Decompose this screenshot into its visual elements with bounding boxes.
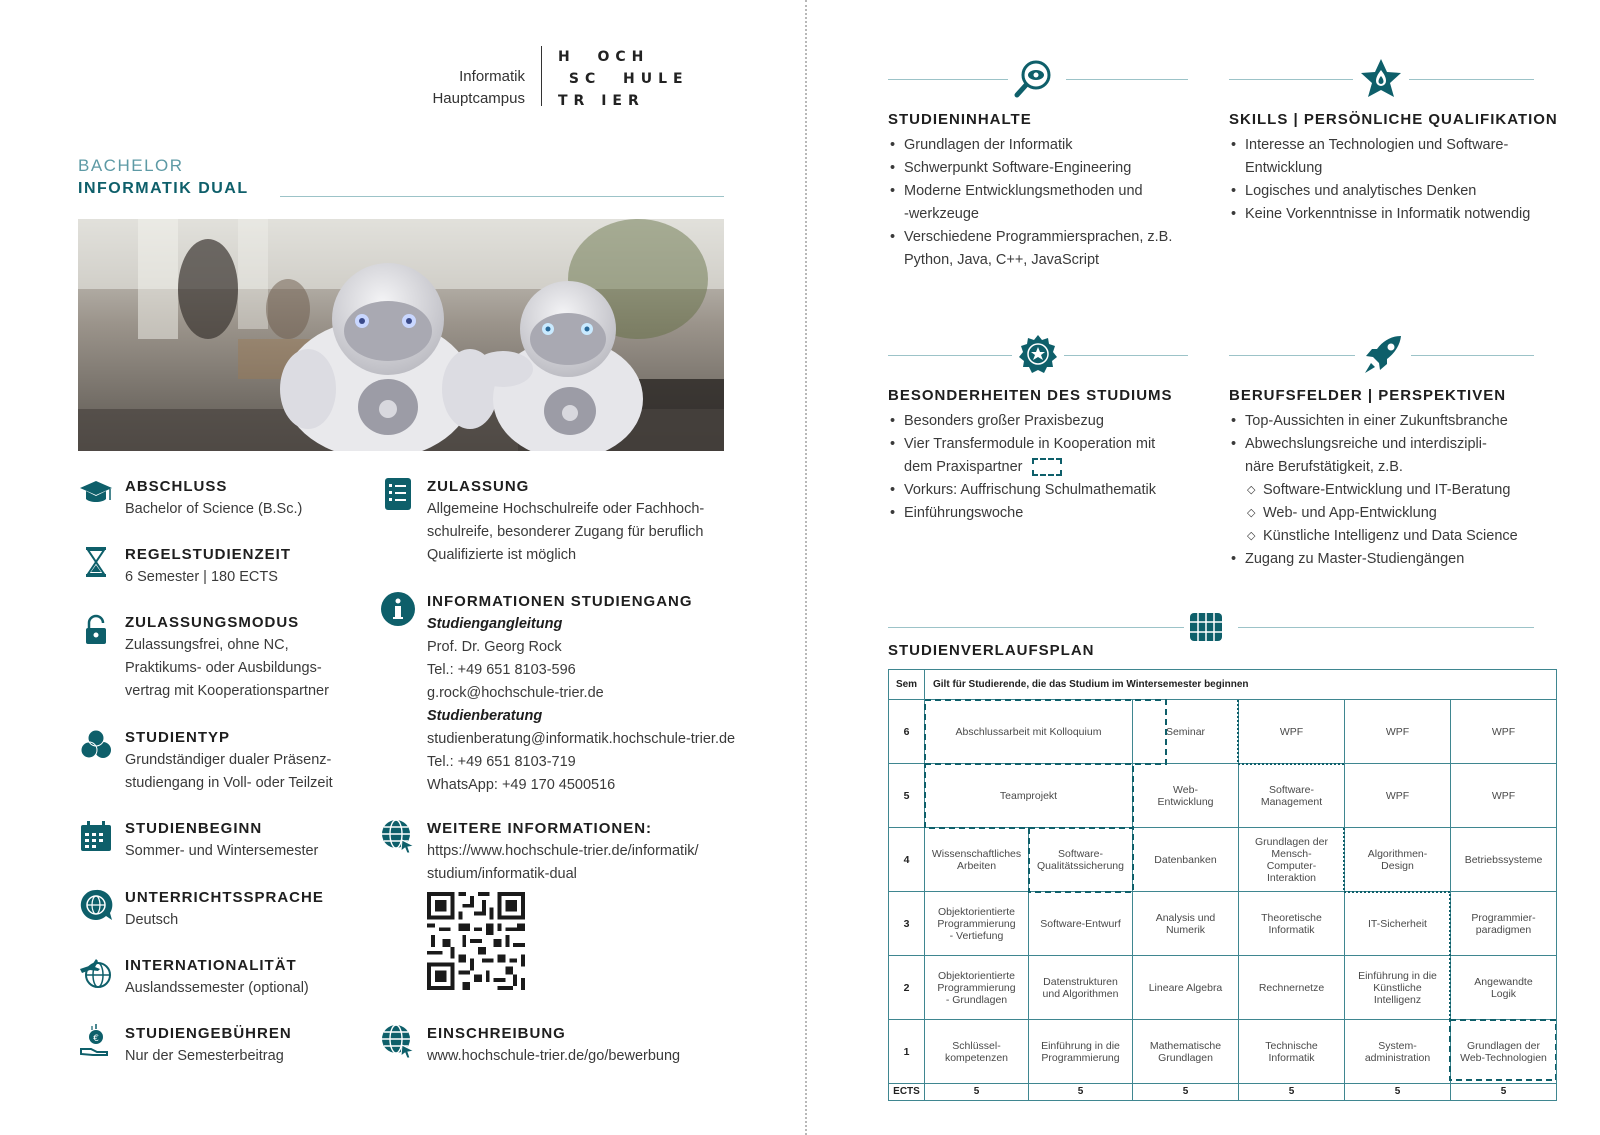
- web-globe-icon: [380, 818, 416, 854]
- section-list: [1229, 134, 1530, 226]
- plan-module-cell: Objektorientierte Programmierung - Vertiefung: [925, 892, 1029, 956]
- plan-module-cell: WPF: [1451, 764, 1557, 828]
- department-label: Informatik: [459, 68, 525, 85]
- lead-label: Studiengangleitung: [427, 616, 563, 632]
- plan-module-cell: WPF: [1239, 700, 1345, 764]
- plane-globe-icon: [78, 955, 114, 991]
- fact-line: Grundständiger dualer Präsenz-: [125, 752, 332, 768]
- plan-module-cell: Angewandte Logik: [1451, 956, 1557, 1020]
- plan-module-cell: Grundlagen der Mensch- Computer- Interaktion: [1239, 828, 1345, 892]
- fact-title: INTERNATIONALITÄT: [125, 957, 297, 974]
- plan-module-cell: Software- Management: [1239, 764, 1345, 828]
- plan-ects-value: 5: [1133, 1084, 1239, 1101]
- plan-module-cell: Algorithmen- Design: [1345, 828, 1451, 892]
- rosette-icon: [1016, 333, 1060, 377]
- transfer-module-marker: [1032, 458, 1062, 476]
- advice-label: Studienberatung: [427, 708, 543, 724]
- plan-module-cell: Schlüssel- kompetenzen: [925, 1020, 1029, 1084]
- plan-sem-number: 1: [889, 1020, 925, 1084]
- grid-table-icon: [1189, 612, 1223, 642]
- plan-row: [889, 1020, 1557, 1084]
- plan-ects-value: 5: [1029, 1084, 1133, 1101]
- plan-module-cell: Betriebssysteme: [1451, 828, 1557, 892]
- fact-title: ZULASSUNG: [427, 478, 530, 495]
- magnifier-eye-icon: [1012, 57, 1056, 101]
- fact-line: Deutsch: [125, 912, 179, 928]
- star-badge-icon: [1359, 57, 1403, 101]
- plan-module-cell: Lineare Algebra: [1133, 956, 1239, 1020]
- list-item: • Schwerpunkt Software-Engineering: [888, 157, 1172, 180]
- plan-ects-value: 5: [925, 1084, 1029, 1101]
- enrollment-url[interactable]: www.hochschule-trier.de/go/bewerbung: [427, 1048, 681, 1064]
- section-title: BESONDERHEITEN DES STUDIUMS: [888, 387, 1173, 404]
- university-logo: H OCH SC HULE TR IER: [558, 49, 689, 109]
- plan-module-cell: Datenstrukturen und Algorithmen: [1029, 956, 1133, 1020]
- logo-separator: [541, 46, 542, 106]
- list-item: ◇ Künstliche Intelligenz und Data Science: [1229, 525, 1518, 548]
- list-item: • Vorkurs: Auffrischung Schulmathematik: [888, 479, 1156, 502]
- plan-header-row: [889, 670, 1557, 700]
- lead-name: Prof. Dr. Georg Rock: [427, 639, 562, 655]
- list-item: • Top-Aussichten in einer Zukunftsbranche: [1229, 410, 1518, 433]
- plan-row: [889, 956, 1557, 1020]
- plan-module-cell: WPF: [1451, 700, 1557, 764]
- fact-title: UNTERRICHTSSPRACHE: [125, 889, 324, 906]
- plan-module-cell: Technische Informatik: [1239, 1020, 1345, 1084]
- plan-row: [889, 700, 1557, 764]
- plan-row: [889, 764, 1557, 828]
- plan-module-cell: Teamprojekt: [925, 764, 1133, 828]
- section-title: BERUFSFELDER | PERSPEKTIVEN: [1229, 387, 1507, 404]
- list-item: ◇ Web- und App-Entwicklung: [1229, 502, 1518, 525]
- plan-module-cell: Wissenschaftliches Arbeiten: [925, 828, 1029, 892]
- study-plan-table: [888, 669, 1556, 1099]
- plan-module-cell: Rechnernetze: [1239, 956, 1345, 1020]
- plan-module-cell: Einführung in die Künstliche Intelligenz: [1345, 956, 1451, 1020]
- info-url[interactable]: studium/informatik-dual: [427, 866, 577, 882]
- globe-speech-icon: [78, 887, 114, 923]
- plan-module-cell: Objektorientierte Programmierung - Grundlagen: [925, 956, 1029, 1020]
- degree-level: BACHELOR: [78, 156, 184, 175]
- plan-ects-value: 5: [1451, 1084, 1557, 1101]
- title-rule: [280, 196, 724, 197]
- plan-module-cell: System- administration: [1345, 1020, 1451, 1084]
- list-item: • Verschiedene Programmiersprachen, z.B.: [888, 226, 1172, 249]
- plan-module-cell: Grundlagen der Web-Technologien: [1451, 1020, 1557, 1084]
- list-item: ◇ Software-Entwicklung und IT-Beratung: [1229, 479, 1518, 502]
- fact-line: Auslandssemester (optional): [125, 980, 309, 996]
- list-item: • Logisches und analytisches Denken: [1229, 180, 1530, 203]
- fact-line: Zulassungsfrei, ohne NC,: [125, 637, 289, 653]
- campus-label: Hauptcampus: [432, 90, 525, 107]
- plan-module-cell: Mathematische Grundlagen: [1133, 1020, 1239, 1084]
- section-list: [1229, 410, 1518, 571]
- plan-sem-number: 5: [889, 764, 925, 828]
- plan-module-cell: Theoretische Informatik: [1239, 892, 1345, 956]
- list-item: -werkzeuge: [904, 206, 979, 222]
- fact-title: ZULASSUNGSMODUS: [125, 614, 300, 631]
- checklist-icon: [380, 476, 416, 512]
- fact-title: EINSCHREIBUNG: [427, 1025, 566, 1042]
- plan-module-cell: WPF: [1345, 764, 1451, 828]
- plan-module-cell: Datenbanken: [1133, 828, 1239, 892]
- calendar-icon: [78, 818, 114, 854]
- list-item: • Einführungswoche: [888, 502, 1156, 525]
- logo-campus-label: [390, 66, 525, 110]
- fact-title: STUDIENBEGINN: [125, 820, 263, 837]
- plan-ects-label: ECTS: [889, 1084, 925, 1101]
- fact-line: Nur der Semesterbeitrag: [125, 1048, 284, 1064]
- advice-tel[interactable]: Tel.: +49 651 8103-719: [427, 754, 576, 770]
- fact-line: schulreife, besonderer Zugang für beruflich: [427, 524, 704, 540]
- robots-photo: [78, 219, 724, 451]
- qr-code[interactable]: [427, 892, 525, 990]
- plan-module-cell: Seminar: [1133, 700, 1239, 764]
- plan-row: [889, 828, 1557, 892]
- plan-ects-row: [889, 1084, 1557, 1101]
- plan-module-cell: IT-Sicherheit: [1345, 892, 1451, 956]
- fact-line: vertrag mit Kooperationspartner: [125, 683, 329, 699]
- section-title: STUDIENINHALTE: [888, 111, 1032, 128]
- fact-line: Sommer- und Wintersemester: [125, 843, 319, 859]
- list-item: näre Berufstätigkeit, z.B.: [1245, 459, 1403, 475]
- fact-title: INFORMATIONEN STUDIENGANG: [427, 593, 693, 610]
- plan-module-cell: Einführung in die Programmierung: [1029, 1020, 1133, 1084]
- plan-module-cell: Programmier- paradigmen: [1451, 892, 1557, 956]
- fact-line: Praktikums- oder Ausbildungs-: [125, 660, 322, 676]
- section-list: [888, 134, 1172, 272]
- fact-line: Allgemeine Hochschulreife oder Fachhoch-: [427, 501, 705, 517]
- plan-sem-number: 4: [889, 828, 925, 892]
- fact-line: Bachelor of Science (B.Sc.): [125, 501, 303, 517]
- list-item: • Grundlagen der Informatik: [888, 134, 1172, 157]
- lead-tel[interactable]: Tel.: +49 651 8103-596: [427, 662, 576, 678]
- list-item: • Besonders großer Praxisbezug: [888, 410, 1156, 433]
- list-item: Python, Java, C++, JavaScript: [904, 252, 1100, 268]
- section-title: SKILLS | PERSÖNLICHE QUALIFIKATION: [1229, 111, 1558, 128]
- plan-sem-number: 2: [889, 956, 925, 1020]
- fact-line: studiengang in Voll- oder Teilzeit: [125, 775, 333, 791]
- plan-title: STUDIENVERLAUFSPLAN: [888, 642, 1095, 659]
- list-item: Entwicklung: [1245, 160, 1323, 176]
- fact-line: Qualifizierte ist möglich: [427, 547, 577, 563]
- lead-mail[interactable]: g.rock@hochschule-trier.de: [427, 685, 604, 701]
- advice-whatsapp[interactable]: WhatsApp: +49 170 4500516: [427, 777, 616, 793]
- list-item: • Zugang zu Master-Studiengängen: [1229, 548, 1518, 571]
- list-item: • Moderne Entwicklungsmethoden und: [888, 180, 1172, 203]
- fact-title: REGELSTUDIENZEIT: [125, 546, 292, 563]
- plan-ects-value: 5: [1345, 1084, 1451, 1101]
- coin-hand-icon: [78, 1023, 114, 1059]
- graduation-cap-icon: [78, 476, 114, 512]
- fact-title: STUDIENTYP: [125, 729, 231, 746]
- padlock-icon: [78, 612, 114, 648]
- plan-module-cell: Software-Entwurf: [1029, 892, 1133, 956]
- list-item: • Vier Transfermodule in Kooperation mit: [888, 433, 1156, 456]
- plan-module-cell: Abschlussarbeit mit Kolloquium: [925, 700, 1133, 764]
- list-item: dem Praxispartner: [888, 456, 1156, 479]
- fact-line: 6 Semester | 180 ECTS: [125, 569, 278, 585]
- list-item: • Abwechslungsreiche und interdiszipli-: [1229, 433, 1518, 456]
- section-list: [888, 410, 1156, 525]
- advice-mail[interactable]: studienberatung@informatik.hochschule-trier.de: [427, 731, 736, 747]
- plan-sem-number: 6: [889, 700, 925, 764]
- hourglass-icon: [78, 544, 114, 580]
- circles-icon: [78, 727, 114, 763]
- plan-module-cell: Web- Entwicklung: [1133, 764, 1239, 828]
- svg-text:€: €: [93, 1034, 99, 1044]
- web-globe-icon: [380, 1023, 416, 1059]
- plan-head-note: Gilt für Studierende, die das Studium im Wintersemester beginnen: [925, 670, 1557, 700]
- fact-title: ABSCHLUSS: [125, 478, 228, 495]
- page-fold-divider: [805, 0, 807, 1135]
- fact-title: STUDIENGEBÜHREN: [125, 1025, 292, 1042]
- plan-ects-value: 5: [1239, 1084, 1345, 1101]
- list-item: • Interesse an Technologien und Software-: [1229, 134, 1530, 157]
- info-url[interactable]: https://www.hochschule-trier.de/informatik/: [427, 843, 699, 859]
- program-title: INFORMATIK DUAL: [78, 180, 249, 197]
- info-icon: [380, 591, 416, 627]
- rocket-icon: [1361, 333, 1405, 377]
- list-item: • Keine Vorkenntnisse in Informatik notwendig: [1229, 203, 1530, 226]
- plan-row: [889, 892, 1557, 956]
- plan-module-cell: Software- Qualitätssicherung: [1029, 828, 1133, 892]
- plan-head-sem: Sem: [889, 670, 925, 700]
- plan-module-cell: WPF: [1345, 700, 1451, 764]
- plan-sem-number: 3: [889, 892, 925, 956]
- plan-module-cell: Analysis und Numerik: [1133, 892, 1239, 956]
- fact-title: WEITERE INFORMATIONEN:: [427, 820, 653, 837]
